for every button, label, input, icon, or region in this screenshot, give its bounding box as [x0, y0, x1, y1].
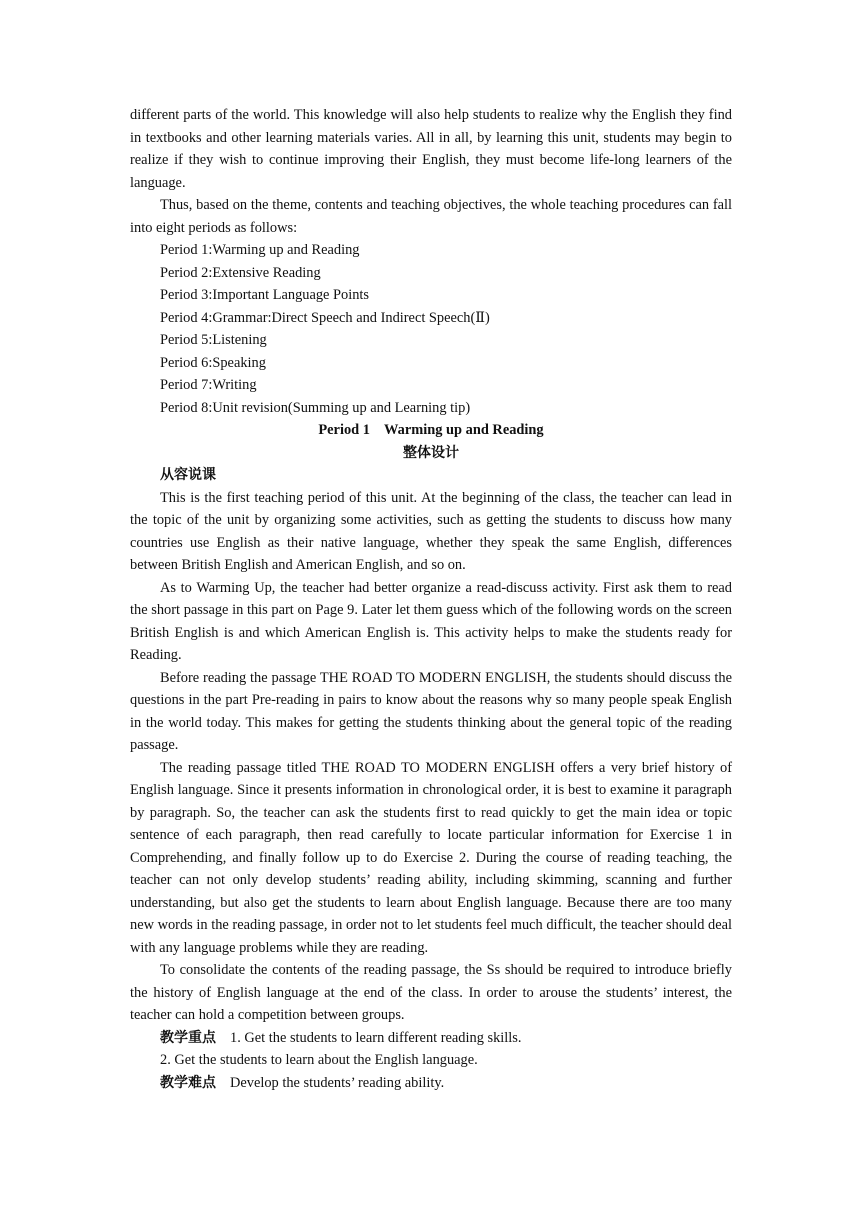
key-points-line [130, 1027, 732, 1050]
period-item: Period 7:Writing [160, 377, 257, 393]
key-points-item-2: 2. Get the students to learn about the English language. [160, 1052, 478, 1068]
period-item: Period 4:Grammar:Direct Speech and Indirect Speech(Ⅱ) [160, 309, 490, 326]
periods-intro-paragraph: Thus, based on the theme, contents and teaching objectives, the whole teaching procedures can fall into eight periods as follows: [130, 197, 732, 236]
key-points-line-2 [130, 1049, 732, 1072]
period-item: Period 8:Unit revision(Summing up and Learning tip) [160, 399, 471, 416]
period-item: Period 2:Extensive Reading [160, 264, 321, 281]
key-points-item-1: 1. Get the students to learn different reading skills. [230, 1029, 522, 1046]
period-item: Period 1:Warming up and Reading [160, 242, 360, 258]
key-points-label: 教学重点 [160, 1029, 216, 1046]
periods-list [130, 239, 732, 419]
section-subtitle: 整体设计 [403, 444, 459, 461]
intro-paragraph: different parts of the world. This knowledge will also help students to realize why the English they find in textbooks and other learning materials varies. All in all, by learning this unit, students may begin to realize if they wish to continue improving their English, they must become life-long learners of the language. [130, 107, 732, 191]
difficult-points-text: Develop the students’ reading ability. [230, 1074, 445, 1091]
body-paragraph: Before reading the passage THE ROAD TO MODERN ENGLISH, the students should discuss the questions in the part Pre-reading in pairs to know about the reasons why so many people speak English in the world today. This makes for getting the students thinking about the general topic of the reading passage. [130, 669, 732, 753]
difficult-points-line [130, 1072, 732, 1095]
section-title: Period 1 Warming up and Reading [318, 422, 544, 438]
body-paragraph: As to Warming Up, the teacher had better organize a read-discuss activity. First ask them to read the short passage in this part on Page 9. Later let them guess which of the following words on the screen British English is and which American English is. This activity helps to make the students ready for Reading. [130, 579, 732, 663]
body-paragraph: This is the first teaching period of this unit. At the beginning of the class, the teacher can lead in the topic of the unit by organizing some activities, such as getting the students to discuss how many countries use English as their native language, whether they speak the same English, differences between British English and American English, and so on. [130, 489, 732, 573]
period-item: Period 6:Speaking [160, 354, 266, 371]
period-item: Period 3:Important Language Points [160, 287, 370, 303]
body-paragraph: The reading passage titled THE ROAD TO MODERN ENGLISH offers a very brief history of English language. Since it presents information in chronological order, it is best to examine it paragraph by paragraph. So, the teacher can ask the students first to read quickly to get the main idea or topic sentence of each paragraph, then read carefully to locate particular information for Exercise 1 in Comprehending, and finally follow up to do Exercise 2. During the course of reading teaching, the teacher can not only develop students’ reading ability, including skimming, scanning and further understanding, but also get the students to learn about English language. Because there are too many new words in the reading passage, in order not to let students feel much difficult, the teacher should deal with any language problems while they are reading. [130, 759, 732, 956]
difficult-points-label: 教学难点 [160, 1074, 216, 1091]
period-item: Period 5:Listening [160, 332, 267, 348]
document-body [130, 104, 732, 1094]
subheading: 从容说课 [160, 467, 216, 483]
body-paragraph: To consolidate the contents of the reading passage, the Ss should be required to introduce briefly the history of English language at the end of the class. In order to arouse the students’ interest, the teacher can hold a competition between groups. [130, 962, 732, 1023]
